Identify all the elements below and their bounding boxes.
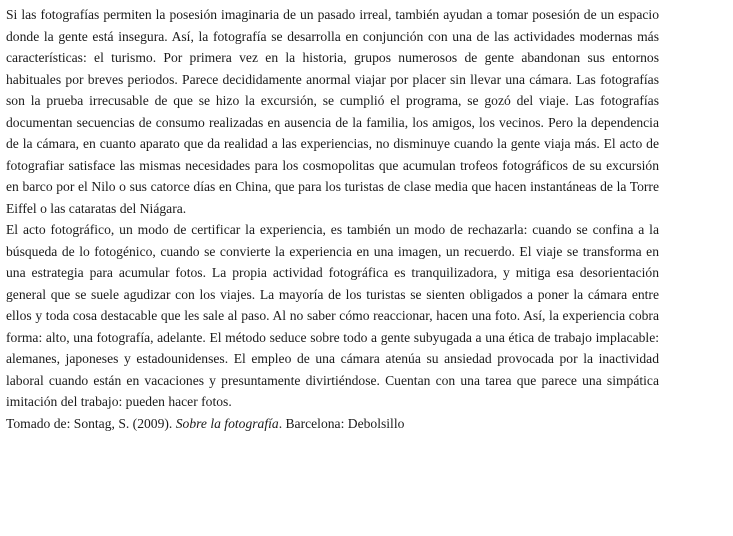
- paragraph-1: Si las fotografías permiten la posesión imaginaria de un pasado irreal, también ayudan a tomar posesión de un espacio donde la gente está insegura. Así, la fotografía se desarrolla en conjunción con una de las actividades modernas más características: el turismo. Por primera vez en la historia, grupos numerosos de gente abandonan sus entornos habituales por breves periodos. Parece decididamente anormal viajar por placer sin llevar una cámara. Las fotografías son la prueba irrecusable de que se hizo la excursión, se cumplió el programa, se gozó del viaje. Las fotografías documentan secuencias de consumo realizadas en ausencia de la familia, los amigos, los vecinos. Pero la dependencia de la cámara, en cuanto aparato que da realidad a las experiencias, no disminuye cuando la gente viaja más. El acto de fotografiar satisface las mismas necesidades para los cosmopolitas que acumulan trofeos fotográficos de su excursión en barco por el Nilo o sus catorce días en China, que para los turistas de clase media que hacen instantáneas de la Torre Eiffel o las cataratas del Niágara.: [6, 7, 659, 216]
- citation-suffix: . Barcelona: Debolsillo: [278, 415, 405, 431]
- citation-title: Sobre la fotografía: [175, 415, 279, 431]
- citation: [6, 413, 659, 435]
- citation-prefix: Tomado de: Sontag, S. (2009).: [6, 415, 176, 431]
- paragraph-2: El acto fotográfico, un modo de certificar la experiencia, es también un modo de rechazarla: cuando se confina a la búsqueda de lo fotogénico, cuando se convierte la experiencia en una imagen, un recuerdo. El viaje se transforma en una estrategia para acumular fotos. La propia actividad fotográfica es tranquilizadora, y mitiga esa desorientación general que se suele agudizar con los viajes. La mayoría de los turistas se sienten obligados a poner la cámara entre ellos y toda cosa destacable que les sale al paso. Al no saber cómo reaccionar, hacen una foto. Así, la experiencia cobra forma: alto, una fotografía, adelante. El método seduce sobre todo a gente subyugada a una ética de trabajo implacable: alemanes, japoneses y estadounidenses. El empleo de una cámara atenúa su ansiedad provocada por la inactividad laboral cuando están en vacaciones y presuntamente divirtiéndose. Cuentan con una tarea que parece una simpática imitación del trabajo: pueden hacer fotos.: [6, 222, 659, 409]
- document-body: [6, 4, 659, 434]
